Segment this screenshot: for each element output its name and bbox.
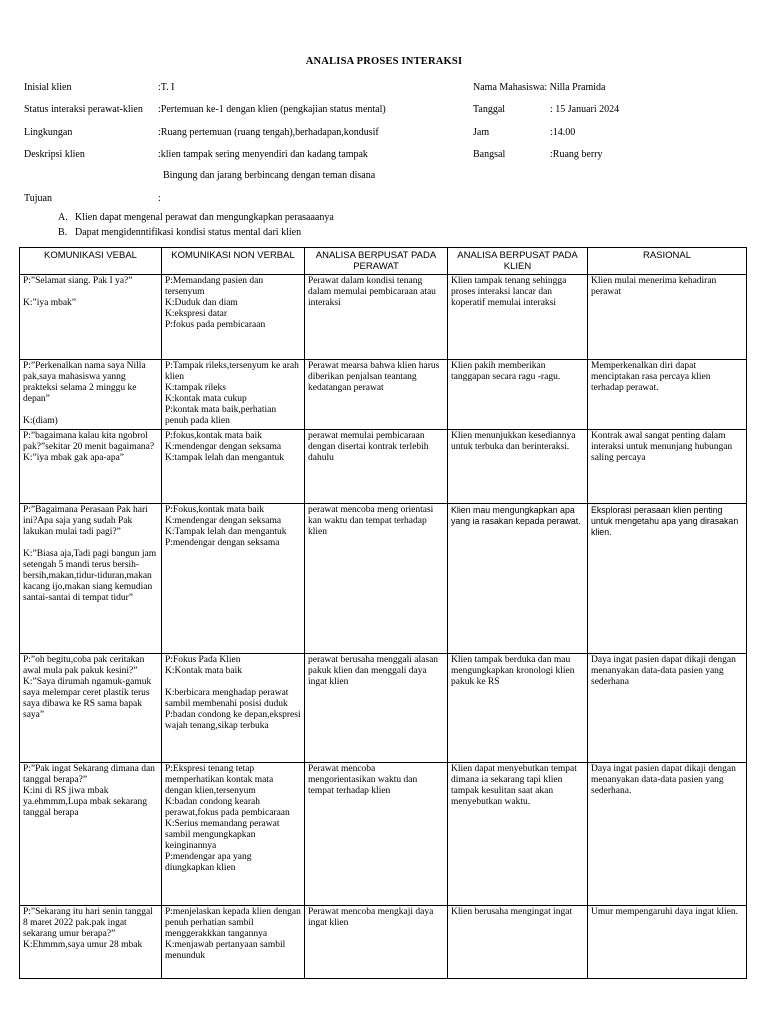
cell-line: P:kontak mata baik,perhatian penuh pada klien — [165, 405, 277, 426]
cell-line: K:”iya mbak gak apa-apa” — [23, 453, 125, 463]
table-body — [20, 275, 747, 979]
cell-line: P:”oh begitu,coba pak ceritakan awal mula pak pakuk kesini?” — [23, 655, 145, 676]
cell-line: K:Tampak lelah dan mengantuk — [165, 527, 287, 537]
cell-line: P:menjelaskan kepada klien dengan penuh perhatian sambil menggerakkkan tangannya — [165, 907, 301, 939]
table-cell — [305, 360, 448, 430]
table-cell — [162, 360, 305, 430]
info-label-lingkungan: Lingkungan — [24, 127, 73, 138]
cell-line: P:fokus pada pembicaraan — [165, 320, 266, 330]
table-cell — [162, 275, 305, 360]
info-label-tanggal: Tanggal — [473, 104, 506, 115]
cell-line: Klien mulai menerima kehadiran perawat — [591, 276, 717, 297]
cell-line: perawat mencoba meng orientasi kan waktu dan tempat terhadap klien — [308, 505, 434, 537]
cell-line: K:Ehmmm,saya umur 28 mbak — [23, 940, 143, 950]
cell-line: Klien berusaha mengingat ingat — [451, 907, 573, 917]
table-cell — [20, 763, 162, 906]
cell-line: K:badan condong kearah perawat,fokus pada pembicaraan — [165, 797, 290, 818]
table-cell — [20, 430, 162, 504]
info-value-bangsal: :Ruang berry — [550, 149, 603, 160]
cell-line: K:Kontak mata baik — [165, 666, 243, 676]
info-label-jam: Jam — [473, 127, 490, 138]
table-cell — [588, 360, 747, 430]
cell-line: Perawat mencoba mengorientasikan waktu dan tempat terhadap klien — [308, 764, 418, 796]
table-cell — [20, 906, 162, 979]
cell-line: K:mendengar dengan seksama — [165, 442, 282, 452]
goal-text-b: Dapat mengidenntifikasi kondisi status mental dari klien — [75, 227, 302, 238]
table-row — [20, 763, 747, 906]
cell-line: K:”iya mbak” — [23, 298, 77, 308]
table-cell — [448, 763, 588, 906]
cell-line: K:”Saya dirumah ngamuk-gamuk saya melempar ceret plastik terus saya dibawa ke RS sama bapak saya” — [23, 677, 152, 720]
table-cell — [588, 504, 747, 654]
cell-line: Klien menunjukkan kesediannya untuk terbuka dan berinteraksi. — [451, 431, 576, 452]
table-header-row — [20, 248, 747, 275]
cell-line: P:”bagaimana kalau kita ngobrol pak?”sekitar 20 menit bagaimana? — [23, 431, 155, 452]
cell-line: P:Fokus,kontak mata baik — [165, 505, 264, 515]
table-cell — [588, 430, 747, 504]
info-value-tanggal: : 15 Januari 2024 — [550, 104, 620, 115]
cell-line: K:mendengar dengan seksama — [165, 516, 282, 526]
cell-line: Klien dapat menyebutkan tempat dimana ia sekarang tapi klien tampak kesulitan saat akan menyebutkan waktu. — [451, 764, 577, 807]
table-cell — [448, 504, 588, 654]
cell-line: K:kontak mata cukup — [165, 394, 247, 404]
table-cell — [162, 654, 305, 763]
table-cell — [305, 906, 448, 979]
info-value-lingkungan: :Ruang pertemuan (ruang tengah),berhadapan,kondusif — [158, 127, 379, 138]
table-cell — [448, 360, 588, 430]
goal-text-a: Klien dapat mengenal perawat dan mengungkapkan perasaaanya — [75, 212, 334, 223]
cell-line: P:”Bagaimana Perasaan Pak hari ini?Apa saja yang sudah Pak lakukan mulai tadi pagi?” — [23, 505, 148, 537]
header-analisa-perawat: ANALISA BERPUSAT PADA PERAWAT — [305, 248, 448, 275]
cell-line: perawat memulai pembicaraan dengan disertai kontrak terlebih dahulu — [308, 431, 429, 463]
cell-line: P:”Selamat siang. Pak I ya?” — [23, 276, 133, 286]
cell-line — [23, 405, 158, 416]
table-row — [20, 504, 747, 654]
cell-line: perawat berusaha menggali alasan pakuk klien dan menggali daya ingat klien — [308, 655, 439, 687]
cell-line: Kontrak awal sangat penting dalam interaksi untuk menunjang hubungan saling percaya — [591, 431, 733, 463]
table-row — [20, 654, 747, 763]
cell-line: P:Fokus Pada Klien — [165, 655, 241, 665]
info-label-deskripsi: Deskripsi klien — [24, 149, 85, 160]
cell-line: K:tampak rileks — [165, 383, 226, 393]
cell-line: K:(diam) — [23, 416, 58, 426]
cell-line: Klien tampak berduka dan mau mengungkapkan kronologi klien pakuk ke RS — [451, 655, 575, 687]
cell-line: Daya ingat pasien dapat dikaji dengan menanyakan data-data pasien yang sederhana. — [591, 764, 736, 796]
info-label-tujuan: Tujuan — [24, 193, 52, 204]
cell-line: K:tampak lelah dan mengantuk — [165, 453, 284, 463]
table-cell — [448, 430, 588, 504]
table-cell — [305, 275, 448, 360]
cell-line: K:ekspresi datar — [165, 309, 227, 319]
cell-line: Klien tampak tenang sehingga proses interaksi lancar dan koperatif memulai interaksi — [451, 276, 567, 308]
table-row — [20, 906, 747, 979]
interaction-table — [19, 247, 747, 979]
cell-line: Perawat mencoba mengkaji daya ingat klien — [308, 907, 434, 928]
cell-line: K:berbicara menghadap perawat sambil membenahi posisi duduk — [165, 688, 289, 709]
cell-line: K:menjawab pertanyaan sambil menunduk — [165, 940, 286, 961]
cell-line: Umur mempengaruhi daya ingat klien. — [591, 907, 738, 917]
table-cell — [162, 763, 305, 906]
info-value-deskripsi-2: Bingung dan jarang berbincang dengan teman disana — [163, 170, 376, 181]
table-cell — [305, 763, 448, 906]
info-label-bangsal: Bangsal — [473, 149, 506, 160]
cell-line: K:Duduk dan diam — [165, 298, 238, 308]
cell-line: K:ini di RS jiwa mbak ya.ehmmm,Lupa mbak sekarang tanggal berapa — [23, 786, 147, 818]
cell-line: Daya ingat pasien dapat dikaji dengan menanyakan data-data pasien yang sederhana — [591, 655, 736, 687]
cell-line: P:badan condong ke depan,ekspresi wajah tenang,sikap terbuka — [165, 710, 301, 731]
goal-marker-a: A. — [58, 212, 68, 223]
page-title: ANALISA PROSES INTERAKSI — [305, 56, 463, 67]
cell-line: P:fokus,kontak mata baik — [165, 431, 262, 441]
table-cell — [305, 504, 448, 654]
cell-line: P:Memandang pasien dan tersenyum — [165, 276, 264, 297]
table-cell — [588, 275, 747, 360]
cell-line: P:mendengar apa yang diungkapkan klien — [165, 852, 252, 873]
goal-marker-b: B. — [58, 227, 68, 238]
cell-line: Eksplorasi perasaan klien penting untuk mengetahu apa yang dirasakan klien. — [591, 505, 739, 537]
table-cell — [162, 906, 305, 979]
cell-line: K:”Biasa aja,Tadi pagi bangun jam setengah 5 mandi terus bersih-bersih,makan,tidur-tiduran,makan kacang ijo,makan siang kemudian santai-santai di tempat tidur” — [23, 549, 157, 603]
info-value-jam: :14.00 — [550, 127, 576, 138]
cell-line: Perawat mearsa bahwa klien harus diberikan penjalsan teantang kedatangan perawat — [308, 361, 440, 393]
cell-line: P:mendengar dengan seksama — [165, 538, 280, 548]
table-cell — [448, 906, 588, 979]
table-row — [20, 430, 747, 504]
table-row — [20, 275, 747, 360]
table-cell — [20, 504, 162, 654]
header-analisa-klien: ANALISA BERPUSAT PADA KLIEN — [448, 248, 588, 275]
cell-line: Perawat dalam kondisi tenang dalam memulai pembicaraan atau interaksi — [308, 276, 436, 308]
cell-line — [165, 677, 301, 688]
table-cell — [162, 504, 305, 654]
cell-line: Memperkenalkan diri dapat menciptakan rasa percaya klien terhadap perawat. — [591, 361, 711, 393]
header-rasional: RASIONAL — [588, 248, 747, 275]
table-cell — [20, 275, 162, 360]
header-komunikasi-non-verbal: KOMUNIKASI NON VERBAL — [162, 248, 305, 275]
info-value-tujuan: : — [158, 193, 161, 204]
cell-line — [23, 538, 158, 549]
table-cell — [448, 654, 588, 763]
table-cell — [588, 763, 747, 906]
info-label-inisial: Inisial klien — [24, 82, 72, 93]
cell-line — [23, 287, 158, 298]
table-cell — [20, 654, 162, 763]
table-cell — [162, 430, 305, 504]
cell-line: Klien mau mengungkapkan apa yang ia rasakan kepada perawat. — [451, 505, 581, 526]
table-cell — [305, 430, 448, 504]
cell-line: P:”Sekarang itu hari senin tanggal 8 maret 2022 pak.pak ingat sekarang umur berapa?” — [23, 907, 153, 939]
cell-line: K:Serius memandang perawat sambil mengungkapkan keinginannya — [165, 819, 280, 851]
cell-line: P:Ekspresi tenang tetap memperhatikan kontak mata dengan klien,tersenyum — [165, 764, 274, 796]
info-nama-mahasiswa: Nama Mahasiswa: Nilla Pramida — [473, 82, 606, 93]
info-label-status: Status interaksi perawat-klien — [24, 104, 143, 115]
cell-line: Klien pakih memberikan tanggapan secara ragu -ragu. — [451, 361, 561, 382]
table-cell — [588, 906, 747, 979]
cell-line: P:Tampak rileks,tersenyum ke arah klien — [165, 361, 299, 382]
info-value-inisial: :T. I — [158, 82, 175, 93]
table-cell — [305, 654, 448, 763]
table-cell — [20, 360, 162, 430]
table-row — [20, 360, 747, 430]
header-komunikasi-verbal: KOMUNIKASI VEBAL — [20, 248, 162, 275]
info-value-status: :Pertemuan ke-1 dengan klien (pengkajian status mental) — [158, 104, 386, 115]
table-cell — [588, 654, 747, 763]
info-value-deskripsi: :klien tampak sering menyendiri dan kadang tampak — [158, 149, 368, 160]
table-cell — [448, 275, 588, 360]
cell-line: P:”Pak ingat Sekarang dimana dan tanggal berapa?” — [23, 764, 155, 785]
cell-line: P:”Perkenalkan nama saya Nilla pak,saya mahasiswa yanng prakteksi selama 2 minggu ke depan” — [23, 361, 146, 404]
